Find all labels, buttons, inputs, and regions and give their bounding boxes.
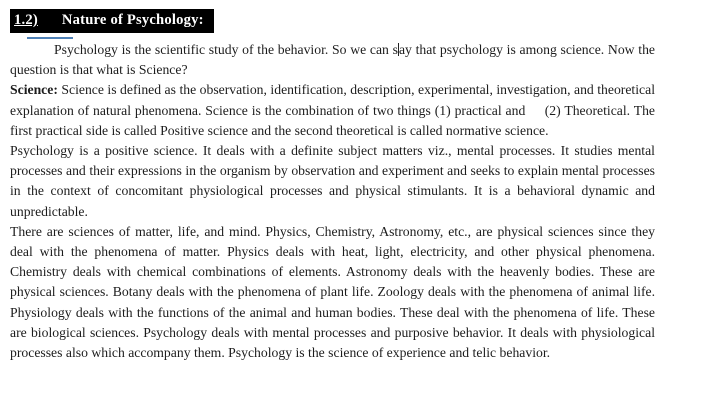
section-title: Nature of Psychology:	[61, 12, 204, 28]
paragraph-intro	[10, 40, 655, 80]
paragraph-positive-science: Psychology is a positive science. It deals with a definite subject matters viz., mental processes. It studies mental processes and their expressions in the organism by observation and experiment and seeks to explain mental processes in the context of concomitant physiological processes and physical stimulants. It is a behavioral dynamic and unpredictable.	[10, 143, 655, 219]
paragraph-sciences-classification: There are sciences of matter, life, and mind. Physics, Chemistry, Astronomy, etc., are physical sciences since they deal with the phenomena of matter. Physics deals with heat, light, electricity, and other physical phenomena. Chemistry deals with chemical combinations of elements. Astronomy deals with the heavenly bodies. These are physical sciences. Botany deals with the phenomena of plant life. Zoology deals with the phenomena of animal life. Physiology deals with the functions of the animal and human bodies. These deal with the phenomena of life. These are biological sciences. Psychology deals with mental processes and purposive behavior. It deals with physiological processes also which accompany them. Psychology is the science of experience and telic behavior.	[10, 223, 655, 361]
section-heading	[10, 9, 214, 33]
accent-underline	[27, 37, 73, 39]
paragraph-text: ay that psychology is among science. Now the question is that what is Science?	[10, 42, 655, 78]
paragraph-text: Psychology is the scientific study of the behavior. So we can s	[54, 42, 398, 57]
paragraph-text: Science is defined as the observation, identification, description, experimental, investigation, and theoretical explanation of natural phenomena. Science is the combination of two things (1) practical and (2) Theoretical. The first practical side is called Positive science and the second theoretical is called normative science.	[10, 82, 655, 138]
paragraph-science-definition	[10, 80, 655, 141]
section-number: 1.2)	[14, 12, 38, 28]
science-term-label: Science:	[10, 82, 58, 98]
